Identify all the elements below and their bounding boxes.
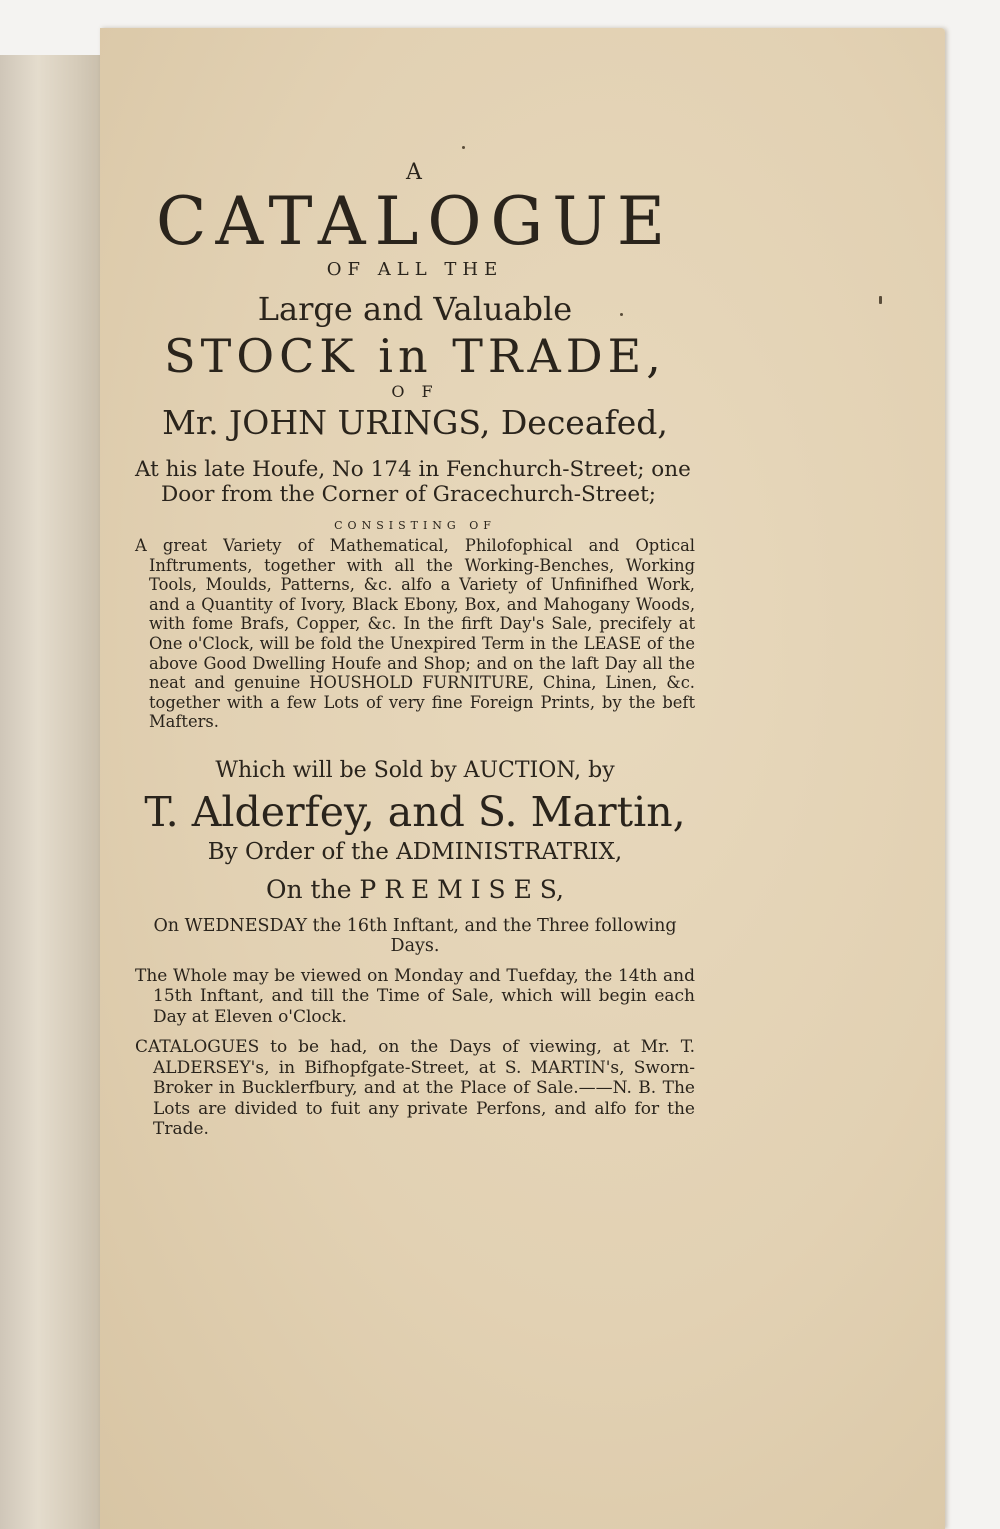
owner-name: Mr. JOHN URINGS, Deceafed, — [162, 403, 668, 442]
by-order-line: By Order of the ADMINISTRATRIX, — [207, 838, 623, 865]
catalogue-text-block — [135, 160, 695, 1140]
title-article: A — [406, 160, 424, 185]
premises-line: On the P R E M I S E S, — [266, 874, 564, 904]
page-title: CATALOGUE — [155, 183, 675, 260]
address-paragraph: At his late Houfe, No 174 in Fenchurch-Street; one Door from the Corner of Gracechurch-Street; — [135, 457, 691, 507]
viewing-paragraph: The Whole may be viewed on Monday and Tuefday, the 14th and 15th Inftant, and till the Time of Sale, which will begin each Day at Eleven o'Clock. — [135, 965, 695, 1027]
sold-by-auction-line: Which will be Sold by AUCTION, by — [215, 757, 615, 783]
ink-speck — [462, 146, 465, 149]
subtitle-large-valuable: Large and Valuable — [257, 290, 573, 328]
subtitle-stock-in-trade: STOCK in TRADE, — [164, 329, 666, 383]
sale-date-line: On WEDNESDAY the 16th Inftant, and the Three following Days. — [153, 915, 677, 956]
description-paragraph: A great Variety of Mathematical, Philofophical and Optical Inftruments, together with all the Working-Benches, Working Tools, Moulds, Patterns, &c. alfo a Variety of Unfinifhed Work, and a Quantity of Ivory, Black Ebony, Box, and Mahogany Woods, with fome Brafs, Copper, &c. In the firft Day's Sale, precifely at One o'Clock, will be fold the Unexpired Term in the LEASE of the above Good Dwelling Houfe and Shop; and on the laft Day all the neat and genuine HOUSHOLD FURNITURE, China, Linen, &c. together with a few Lots of very fine Foreign Prints, by the beft Mafters. — [135, 536, 695, 732]
catalogues-paragraph: CATALOGUES to be had, on the Days of viewing, at Mr. T. ALDERSEY's, in Bifhopfgate-Street, at S. MARTIN's, Sworn-Broker in Bucklerfbury, and at the Place of Sale.——N. B. The Lots are divided to fuit any private Perfons, and alfo for the Trade. — [135, 1037, 695, 1140]
consisting-of-heading: CONSISTING OF — [334, 519, 496, 532]
book-binding-edge — [0, 55, 108, 1529]
subtitle-of: O F — [391, 382, 439, 401]
subtitle-of-all-the: OF ALL THE — [326, 259, 504, 280]
ink-speck — [879, 296, 882, 304]
catalogue-page — [100, 28, 945, 1529]
auctioneer-names: T. Alderfey, and S. Martin, — [144, 787, 686, 836]
